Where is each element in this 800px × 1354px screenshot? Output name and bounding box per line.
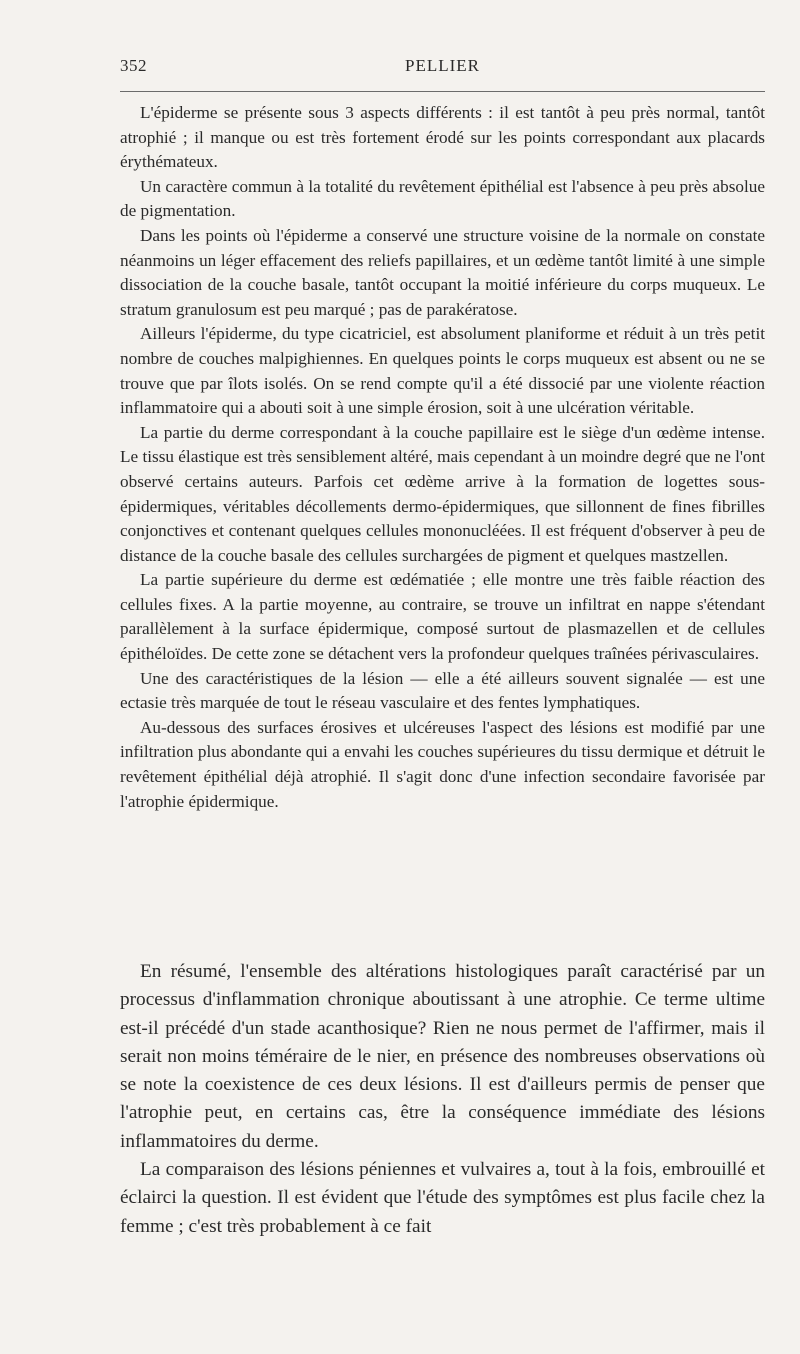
paragraph: Ailleurs l'épiderme, du type cicatriciel, est absolument planiforme et réduit à un très petit nombre de couches malpighiennes. En quelques points le corps muqueux est absent ou ne se trouve que par îlots isolés. On se rend compte qu'il a été dissocié par une violente réaction inflammatoire qui a abouti soit à une simple érosion, soit à une ulcération véritable. [120, 324, 765, 418]
page-header [120, 56, 765, 84]
paragraph: La partie supérieure du derme est œdématiée ; elle montre une très faible réaction des cellules fixes. A la partie moyenne, au contraire, se trouve un infiltrat en nappe s'étendant parallèlement à la surface épidermique, composé surtout de plasmazellen et de cellules épithéloïdes. De cette zone se détachent vers la profondeur quelques traînées périvasculaires. [120, 570, 765, 664]
paragraph: Au-dessous des surfaces érosives et ulcéreuses l'aspect des lésions est modifié par une infiltration plus abondante qui a envahi les couches supérieures du tissu dermique et détruit le revêtement épithélial déjà atrophié. Il s'agit donc d'une infection secondaire favorisée par l'atrophie épidermique. [120, 717, 765, 811]
paragraph: La partie du derme correspondant à la couche papillaire est le siège d'un œdème intense. Le tissu élastique est très sensiblement altéré, mais cependant à un moindre degré que ne l'ont observé certains auteurs. Parfois cet œdème arrive à la formation de logettes sous-épidermiques, véritables décollements dermo-épidermiques, que sillonnent de fines fibrilles conjonctives et contenant quelques cellules mononucléées. Il est fréquent d'observer à peu de distance de la couche basale des cellules surchargées de pigment et quelques mastzellen. [120, 422, 765, 565]
paragraph: Une des caractéristiques de la lésion — elle a été ailleurs souvent signalée — est une ectasie très marquée de tout le réseau vasculaire et des fentes lymphatiques. [120, 668, 765, 713]
paragraph: L'épiderme se présente sous 3 aspects différents : il est tantôt à peu près normal, tantôt atrophié ; il manque ou est très fortement érodé sur les points correspondant aux placards érythémateux. [120, 103, 765, 172]
summary-text [120, 958, 765, 1241]
paragraph: Un caractère commun à la totalité du revêtement épithélial est l'absence à peu près absolue de pigmentation. [120, 176, 765, 221]
paragraph: La comparaison des lésions péniennes et vulvaires a, tout à la fois, embrouillé et éclairci la question. Il est évident que l'étude des symptômes est plus facile chez la femme ; c'est très probablement à ce fait [120, 1159, 765, 1237]
paragraph: Dans les points où l'épiderme a conservé une structure voisine de la normale on constate néanmoins un léger effacement des reliefs papillaires, et un œdème tantôt limité à une simple dissociation de la couche basale, tantôt occupant la moitié inférieure du corps muqueux. Le stratum granulosum est peu marqué ; pas de parakératose. [120, 225, 765, 319]
histology-description [120, 101, 765, 814]
running-head: PELLIER [405, 56, 480, 75]
header-rule [120, 91, 765, 92]
paragraph: En résumé, l'ensemble des altérations histologiques paraît caractérisé par un processus d'inflammation chronique aboutissant à une atrophie. Ce terme ultime est-il précédé d'un stade acanthosique? Rien ne nous permet de l'affirmer, mais il serait non moins téméraire de le nier, en présence des nombreuses observations où se note la coexistence de ces deux lésions. Il est d'ailleurs permis de penser que l'atrophie peut, en certains cas, être la conséquence immédiate des lésions inflammatoires du derme. [120, 961, 765, 1152]
page-number: 352 [120, 56, 147, 75]
